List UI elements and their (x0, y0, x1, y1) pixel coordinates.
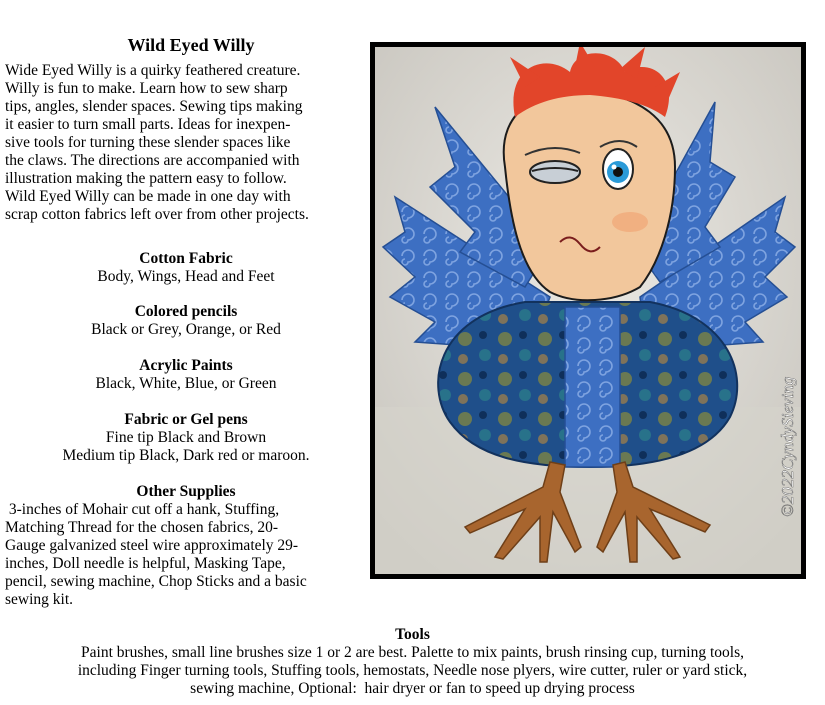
section-text: Body, Wings, Head and Feet (97, 268, 275, 285)
page-title: Wild Eyed Willy (127, 35, 255, 55)
materials-acrylic-paints (0, 357, 372, 393)
intro-line: illustration making the pattern easy to follow. (5, 170, 287, 187)
tools-text: including Finger turning tools, Stuffing tools, hemostats, Needle nose plyers, wire cutter, ruler or yard stick, (77, 662, 748, 679)
materials-other-supplies (0, 483, 372, 609)
section-text: sewing kit. (5, 591, 74, 608)
tools-section (0, 626, 825, 698)
section-text: Medium tip Black, Dark red or maroon. (62, 447, 310, 464)
tools-text: Paint brushes, small line brushes size 1 or 2 are best. Palette to mix paints, brush rinsing cup, turning tools, (81, 644, 744, 661)
section-heading: Acrylic Paints (139, 357, 233, 374)
doll-head (504, 91, 675, 300)
section-text: Gauge galvanized steel wire approximately 29- (5, 537, 299, 554)
photo-watermark: ©2022CyndySieving (778, 376, 797, 517)
section-heading: Cotton Fabric (139, 250, 233, 267)
intro-line: Willy is fun to make. Learn how to sew sharp (5, 80, 288, 97)
intro-line: scrap cotton fabrics left over from other projects. (5, 206, 309, 223)
section-text: 3-inches of Mohair cut off a hank, Stuffing, (5, 501, 280, 518)
intro-line: the claws. The directions are accompanied with (5, 152, 300, 169)
section-text: Black or Grey, Orange, or Red (91, 321, 281, 338)
materials-colored-pencils (0, 303, 372, 339)
section-heading: Colored pencils (134, 303, 238, 320)
section-text: inches, Doll needle is helpful, Masking Tape, (5, 555, 286, 572)
section-heading: Other Supplies (136, 483, 236, 500)
section-text: Fine tip Black and Brown (105, 429, 267, 446)
intro-line: it easier to turn small parts. Ideas for inexpen- (5, 116, 291, 133)
section-heading: Tools (395, 626, 430, 643)
tools-text: sewing machine, Optional: hair dryer or fan to speed up drying process (190, 680, 635, 697)
intro-line: sive tools for turning these slender spaces like (5, 134, 291, 151)
intro-line: Wild Eyed Willy can be made in one day with (5, 188, 291, 205)
section-text: pencil, sewing machine, Chop Sticks and a basic (5, 573, 307, 590)
materials-pens (0, 411, 372, 465)
doll-photo (370, 42, 806, 579)
intro-paragraph (5, 62, 373, 224)
intro-line: tips, angles, slender spaces. Sewing tips making (5, 98, 303, 115)
section-text: Black, White, Blue, or Green (95, 375, 277, 392)
intro-line: Wide Eyed Willy is a quirky feathered creature. (5, 62, 301, 79)
materials-cotton-fabric (0, 250, 372, 286)
section-heading: Fabric or Gel pens (124, 411, 248, 428)
belly-stripe (565, 307, 620, 467)
section-text: Matching Thread for the chosen fabrics, 20- (5, 519, 279, 536)
doll-illustration (375, 47, 801, 574)
